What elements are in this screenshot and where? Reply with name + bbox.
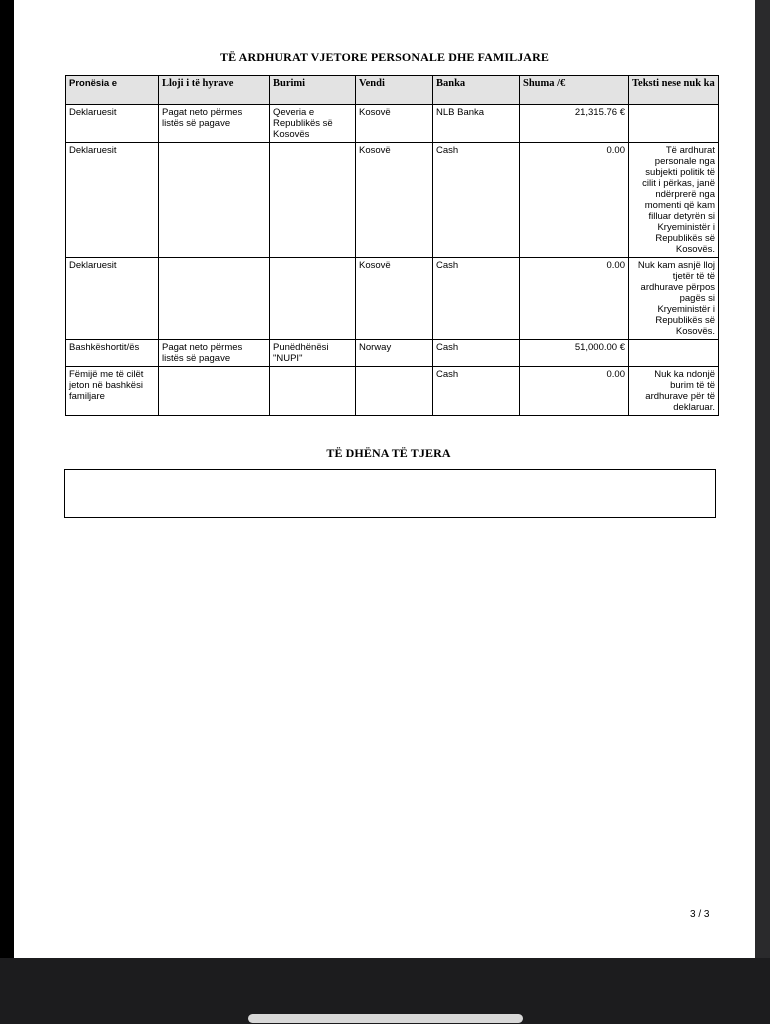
home-indicator-bar[interactable] [248, 1014, 523, 1023]
header-country: Vendi [356, 76, 433, 105]
cell-amount: 51,000.00 € [520, 340, 629, 367]
screen-left-edge [0, 0, 14, 958]
cell-bank: NLB Banka [433, 105, 520, 143]
header-bank: Banka [433, 76, 520, 105]
table-row [66, 105, 719, 143]
other-data-box [64, 469, 716, 518]
page-number: 3 / 3 [690, 909, 710, 920]
cell-bank: Cash [433, 143, 520, 258]
header-source: Burimi [270, 76, 356, 105]
table-row [66, 143, 719, 258]
cell-income-type [159, 367, 270, 416]
cell-bank: Cash [433, 367, 520, 416]
header-note: Teksti nese nuk ka [629, 76, 719, 105]
cell-note: Nuk kam asnjë lloj tjetër të të ardhurave përpos pagës si Kryeministër i Republikës së Kosovës. [629, 258, 719, 340]
cell-source [270, 143, 356, 258]
table-row [66, 258, 719, 340]
cell-source: Punëdhënësi "NUPI" [270, 340, 356, 367]
cell-income-type [159, 143, 270, 258]
cell-ownership: Deklaruesit [66, 258, 159, 340]
cell-country: Kosovë [356, 143, 433, 258]
cell-source [270, 258, 356, 340]
header-income-type: Lloji i të hyrave [159, 76, 270, 105]
cell-amount: 21,315.76 € [520, 105, 629, 143]
cell-note: Nuk ka ndonjë burim të të ardhurave për të deklaruar. [629, 367, 719, 416]
cell-income-type: Pagat neto përmes listës së pagave [159, 340, 270, 367]
cell-ownership: Deklaruesit [66, 105, 159, 143]
table-row [66, 340, 719, 367]
cell-source [270, 367, 356, 416]
section-title-other-data: TË DHËNA TË TJERA [326, 446, 451, 460]
cell-country [356, 367, 433, 416]
cell-ownership: Fëmijë me të cilët jeton në bashkësi familjare [66, 367, 159, 416]
cell-amount: 0.00 [520, 258, 629, 340]
cell-country: Kosovë [356, 105, 433, 143]
header-ownership: Pronësia e [66, 76, 159, 105]
document-page [14, 0, 755, 958]
cell-bank: Cash [433, 340, 520, 367]
cell-income-type: Pagat neto përmes listës së pagave [159, 105, 270, 143]
cell-country: Kosovë [356, 258, 433, 340]
cell-amount: 0.00 [520, 143, 629, 258]
cell-amount: 0.00 [520, 367, 629, 416]
cell-note [629, 105, 719, 143]
cell-note: Të ardhurat personale nga subjekti politik të cilit i përkas, janë ndërprerë nga momenti që kam filluar detyrën si Kryeministër i Republikës së Kosovës. [629, 143, 719, 258]
cell-source: Qeveria e Republikës së Kosovës [270, 105, 356, 143]
cell-income-type [159, 258, 270, 340]
cell-bank: Cash [433, 258, 520, 340]
cell-country: Norway [356, 340, 433, 367]
cell-note [629, 340, 719, 367]
document-title: TË ARDHURAT VJETORE PERSONALE DHE FAMILJARE [220, 50, 549, 64]
screen-right-edge [755, 0, 770, 958]
cell-ownership: Bashkëshortit/ës [66, 340, 159, 367]
header-amount: Shuma /€ [520, 76, 629, 105]
cell-ownership: Deklaruesit [66, 143, 159, 258]
table-header-row [66, 76, 719, 105]
table-row [66, 367, 719, 416]
income-table [65, 75, 719, 416]
